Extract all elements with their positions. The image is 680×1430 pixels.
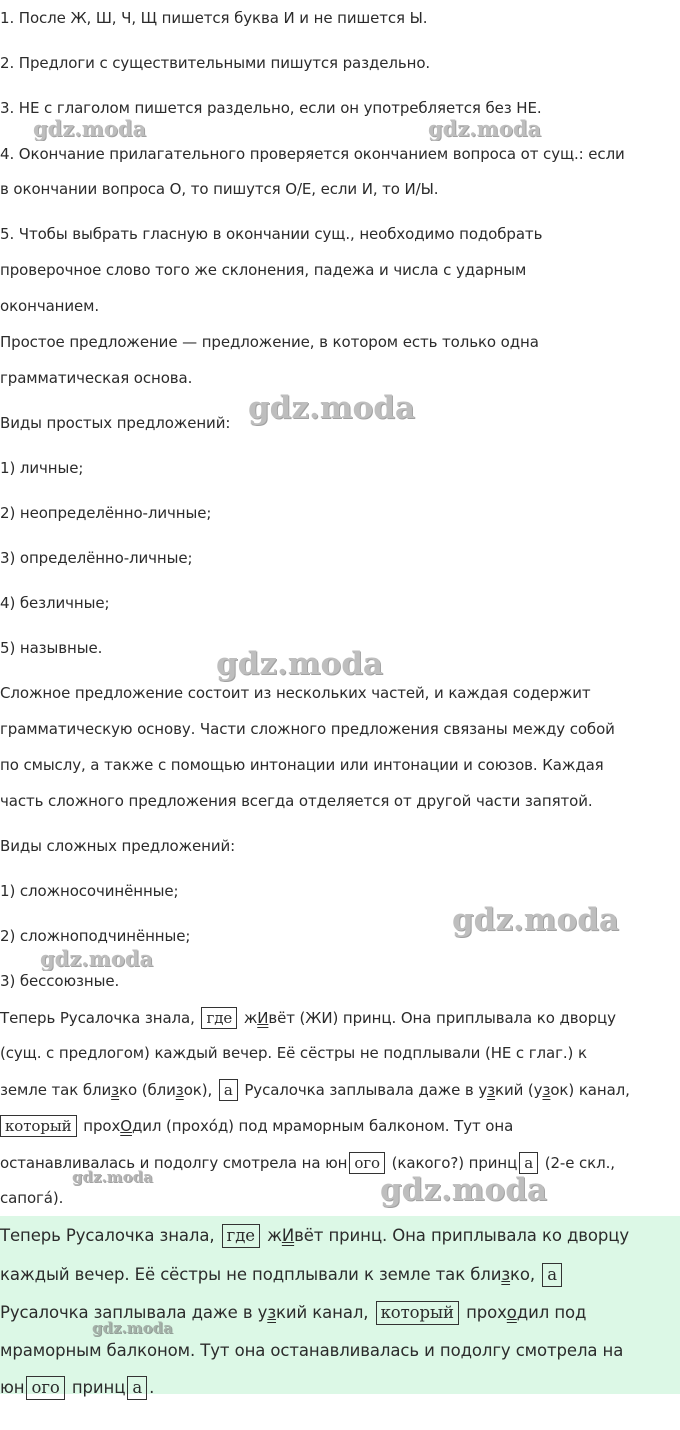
simple-type-item: 3) определённо-личные; [0, 549, 193, 567]
answer-text: кий канал, [276, 1303, 369, 1322]
analysis-text: земле так бли [0, 1081, 112, 1099]
rule-3: 3. НЕ с глаголом пишется раздельно, если он употребляется без НЕ. [0, 99, 542, 117]
rule-4-line-2: в окончании вопроса О, то пишутся О/Е, если И, то И/Ы. [0, 180, 439, 198]
answer-text: Теперь Русалочка знала, [0, 1226, 215, 1245]
complex-type-item: 3) бессоюзные. [0, 972, 120, 990]
answer-line-3 [0, 1301, 586, 1325]
analysis-text: вёт (ЖИ) принц. Она приплывала ко дворцу [268, 1009, 616, 1027]
answer-text: . [149, 1378, 155, 1397]
simple-type-item: 2) неопределённо-личные; [0, 504, 212, 522]
highlight-box: где [201, 1007, 237, 1029]
analysis-text: прох [83, 1117, 121, 1135]
watermark: gdz.moda [452, 902, 619, 938]
complex-type-item: 2) сложноподчинённые; [0, 927, 191, 945]
rule-4-line-1: 4. Окончание прилагательного проверяется окончанием вопроса от сущ.: если [0, 145, 625, 163]
analysis-line-4 [0, 1115, 513, 1137]
highlight-letter: з [487, 1081, 495, 1099]
answer-text: ж [267, 1226, 282, 1245]
rule-2: 2. Предлоги с существительными пишутся раздельно. [0, 54, 431, 72]
analysis-text: ко (бли [119, 1081, 176, 1099]
highlight-box: а [519, 1152, 538, 1174]
answer-line-5 [0, 1376, 154, 1400]
answer-line-1 [0, 1224, 629, 1248]
complex-definition-line: Сложное предложение состоит из нескольких частей, и каждая содержит [0, 684, 591, 702]
highlight-letter: И [257, 1009, 269, 1027]
simple-definition-line-2: грамматическая основа. [0, 369, 193, 387]
highlight-box: а [219, 1079, 238, 1101]
simple-type-item: 4) безличные; [0, 594, 110, 612]
highlight-box: который [0, 1115, 77, 1137]
answer-text: Русалочка заплывала даже в у [0, 1303, 268, 1322]
simple-definition-line-1: Простое предложение — предложение, в котором есть только одна [0, 333, 539, 351]
answer-text: юн [0, 1378, 25, 1397]
watermark: gdz.moda [92, 1319, 173, 1337]
answer-text: вёт принц. Она приплывала ко дворцу [294, 1226, 630, 1245]
watermark: gdz.moda [40, 946, 154, 971]
highlight-box: где [222, 1224, 260, 1248]
answer-block [0, 1216, 680, 1397]
watermark: gdz.moda [33, 116, 147, 141]
highlight-box: который [376, 1301, 459, 1325]
analysis-text: ок), [183, 1081, 213, 1099]
watermark: gdz.moda [72, 1168, 153, 1186]
rule-5-line-1: 5. Чтобы выбрать гласную в окончании сущ., необходимо подобрать [0, 225, 543, 243]
complex-type-item: 1) сложносочинённые; [0, 882, 179, 900]
answer-text: принц [71, 1378, 126, 1397]
answer-text: дил под [516, 1303, 587, 1322]
analysis-text: (2-е скл., [544, 1154, 615, 1172]
highlight-box: а [127, 1376, 147, 1400]
highlight-letter: о [506, 1303, 517, 1322]
answer-text: каждый вечер. Её сёстры не подплывали к земле так бли [0, 1265, 502, 1284]
watermark: gdz.moda [216, 646, 383, 682]
answer-text: ко, [510, 1265, 536, 1284]
complex-types-title: Виды сложных предложений: [0, 837, 236, 855]
highlight-letter: з [501, 1265, 511, 1284]
highlight-letter: з [175, 1081, 184, 1099]
watermark: gdz.moda [428, 116, 542, 141]
analysis-line-3 [0, 1079, 630, 1101]
simple-types-title: Виды простых предложений: [0, 414, 231, 432]
highlight-box: а [542, 1263, 562, 1287]
watermark: gdz.moda [380, 1172, 547, 1208]
highlight-box: ого [349, 1152, 385, 1174]
complex-definition-line: часть сложного предложения всегда отделяется от другой части запятой. [0, 792, 593, 810]
answer-line-4: мраморным балконом. Тут она останавливалась и подолгу смотрела на [0, 1341, 624, 1360]
answer-line-2 [0, 1263, 564, 1287]
highlight-letter: О [120, 1117, 132, 1135]
analysis-line-2: (сущ. с предлогом) каждый вечер. Её сёстры не подплывали (НЕ с глаг.) к [0, 1044, 587, 1062]
analysis-text: кий (у [495, 1081, 543, 1099]
analysis-text: дил (прохо́д) под мраморным балконом. Тут она [131, 1117, 514, 1135]
analysis-text: Теперь Русалочка знала, [0, 1009, 195, 1027]
complex-definition-line: по смыслу, а также с помощью интонации или интонации и союзов. Каждая [0, 756, 604, 774]
simple-type-item: 1) личные; [0, 459, 84, 477]
analysis-text: Русалочка заплывала даже в у [244, 1081, 488, 1099]
answer-text: прох [466, 1303, 507, 1322]
watermark: gdz.moda [248, 390, 415, 426]
analysis-text: останавливалась и подолгу смотрела на юн [0, 1154, 348, 1172]
highlight-letter: И [281, 1226, 295, 1245]
highlight-letter: з [542, 1081, 551, 1099]
highlight-letter: з [111, 1081, 120, 1099]
analysis-text: ок) канал, [550, 1081, 630, 1099]
analysis-text: ж [243, 1009, 258, 1027]
rule-1: 1. После Ж, Ш, Ч, Щ пишется буква И и не пишется Ы. [0, 9, 428, 27]
analysis-text: (какого?) принц [391, 1154, 518, 1172]
highlight-letter: з [267, 1303, 276, 1322]
analysis-line-1 [0, 1007, 616, 1029]
rule-5-line-2: проверочное слово того же склонения, падежа и числа с ударным [0, 261, 527, 279]
simple-type-item: 5) назывные. [0, 639, 103, 657]
analysis-line-6: сапога́). [0, 1189, 64, 1207]
rule-5-line-3: окончанием. [0, 297, 100, 315]
highlight-box: ого [26, 1376, 64, 1400]
complex-definition-line: грамматическую основу. Части сложного предложения связаны между собой [0, 720, 615, 738]
